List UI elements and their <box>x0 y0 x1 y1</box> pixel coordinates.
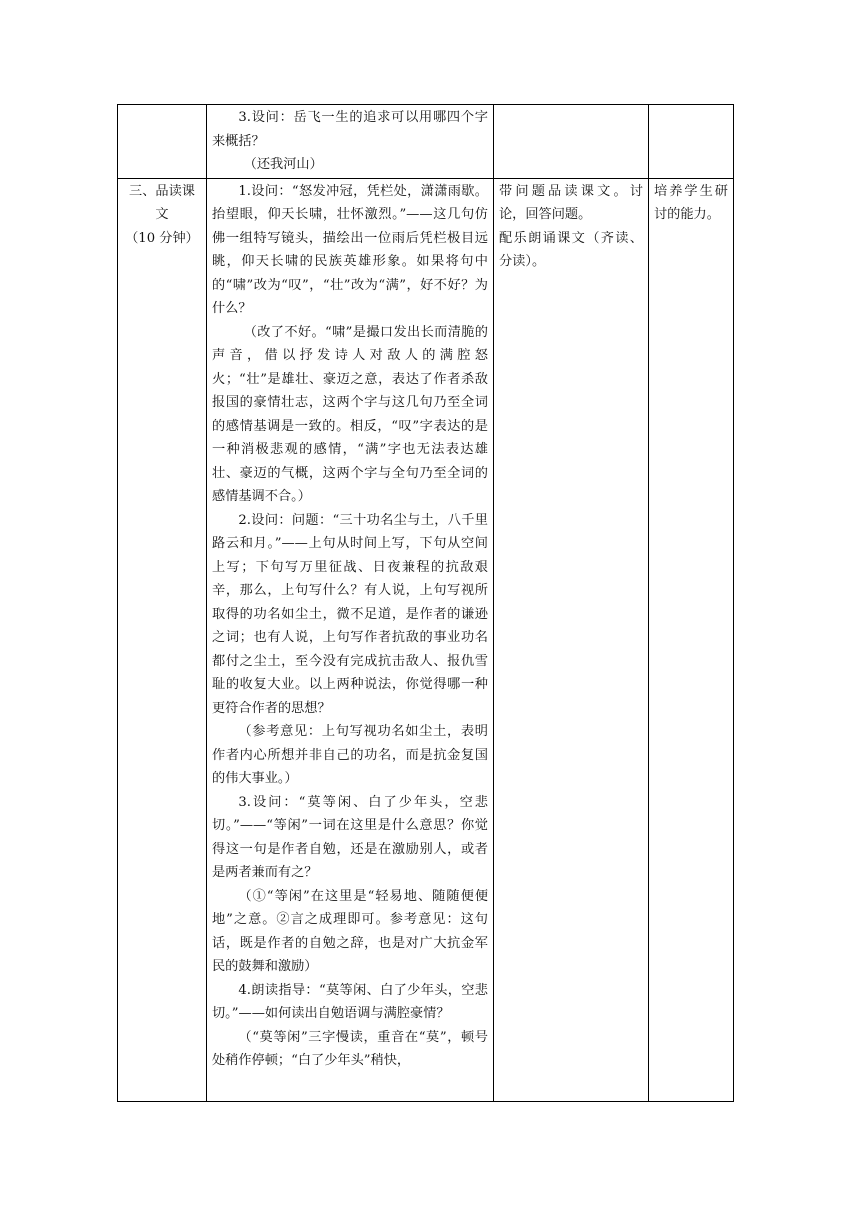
paragraph: （“莫等闲”三字慢读，重音在“莫”，顿号处稍作停顿；“白了少年头”稍快， <box>212 1029 488 1068</box>
section-title: 三、品读课文 <box>129 183 195 222</box>
paragraph: 1.设问：“怒发冲冠，凭栏处，潇潇雨歇。抬望眼，仰天长啸，壮怀激烈。”——这几句仿佛一组特写镜头，描绘出一位雨后凭栏极目远眺，仰天长啸的民族英雄形象。如果将句中的“啸”改为“叹”，“壮”改为“满”，好不好？为什么？ <box>212 183 488 316</box>
design-intent-cell <box>649 178 734 1101</box>
table-row <box>118 178 734 1101</box>
table-row <box>118 105 734 179</box>
teacher-activity-cell <box>207 178 494 1101</box>
question-text: 3.设问：岳飞一生的追求可以用哪四个字来概括？ <box>212 110 488 149</box>
paragraph: 4.朗读指导：“莫等闲、白了少年头，空悲切。”——如何读出自勉语调与满腔豪情？ <box>212 982 488 1021</box>
paragraph: （参考意见：上句写视功名如尘土，表明作者内心所想并非自己的功名，而是抗金复国的伟大事业。） <box>212 724 488 786</box>
student-activity-cell <box>494 178 649 1101</box>
student-activity-text: 配乐朗诵课文（齐读、分读）。 <box>499 230 643 269</box>
paragraph: 3.设问：“莫等闲、白了少年头，空悲切。”——“等闲”一词在这里是什么意思？你觉得这一句是作者自勉，还是在激励别人，或者是两者兼而有之？ <box>212 794 488 880</box>
student-activity-text: 带问题品读课文。讨论，回答问题。 <box>499 183 643 222</box>
student-activity-cell <box>494 105 649 179</box>
teacher-activity-cell <box>207 105 494 179</box>
paragraph: （改了不好。“啸”是撮口发出长而清脆的声音，借以抒发诗人对敌人的满腔怒火；“壮”是雄壮、豪迈之意，表达了作者杀敌报国的豪情壮志，这两个字与这几句乃至全词的感情基调是一致的。相反，“叹”字表达的是一种消极悲观的感情，“满”字也无法表达雄壮、豪迈的气概，这两个字与全句乃至全词的感情基调不合。） <box>212 324 488 504</box>
lesson-plan-table <box>117 104 734 1102</box>
paragraph: 2.设问：问题：“三十功名尘与土，八千里路云和月。”——上句从时间上写，下句从空间上写；下句写万里征战、日夜兼程的抗敌艰辛，那么，上句写什么？有人说，上句写视所取得的功名如尘土，微不足道，是作者的谦逊之词；也有人说，上句写作者抗敌的事业功名都付之尘土，至今没有完成抗击敌人、报仇雪耻的收复大业。以上两种说法，你觉得哪一种更符合作者的思想？ <box>212 512 488 716</box>
section-cell <box>118 178 207 1101</box>
design-intent-text: 培养学生研讨的能力。 <box>654 183 728 222</box>
section-time: （10 分钟） <box>125 230 199 246</box>
answer-text: （还我河山） <box>243 157 323 172</box>
paragraph: （①“等闲”在这里是“轻易地、随随便便地”之意。②言之成理即可。参考意见：这句话，既是作者的自勉之辞，也是对广大抗金军民的鼓舞和激励） <box>212 888 488 974</box>
design-intent-cell <box>649 105 734 179</box>
section-cell <box>118 105 207 179</box>
